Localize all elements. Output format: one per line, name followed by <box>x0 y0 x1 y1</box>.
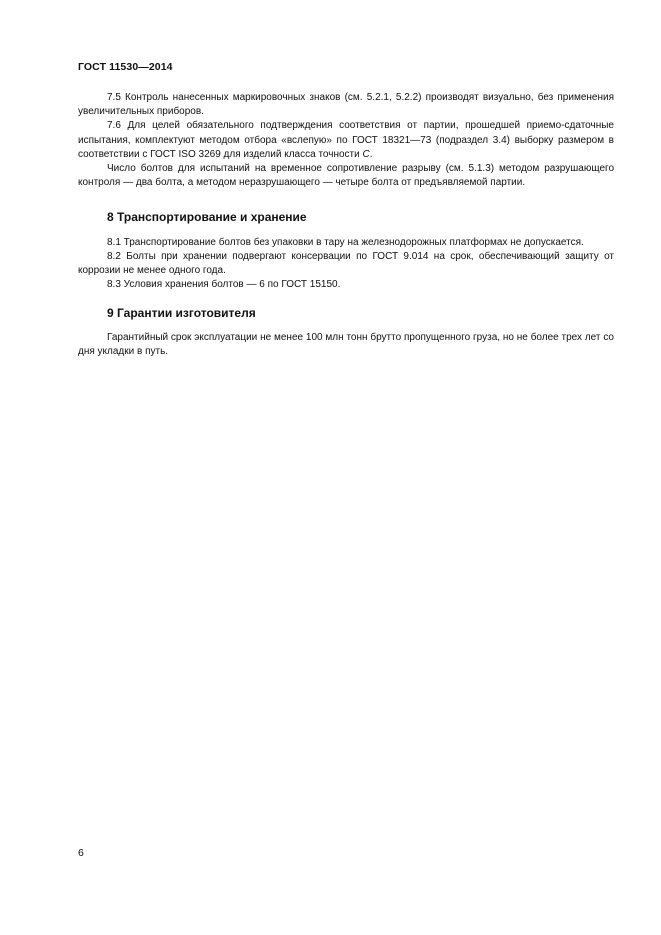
paragraph-7-6-text: 7.6 Для целей обязательного подтверждения соответствия от партии, прошедшей приемо-сдаточные испытания, комплектуют методом отбора «вслепую» по ГОСТ 18321—73 (подраздел 3.4) выборку размером в соответствии с ГОСТ ISO 3269 для изделий класса точности <box>78 120 614 160</box>
paragraph-7-5: 7.5 Контроль нанесенных маркировочных знаков (см. 5.2.1, 5.2.2) производят визуально, без применения увеличительных приборов. <box>78 92 614 118</box>
section-8-title: 8 Транспортирование и хранение <box>107 210 307 225</box>
paragraph-warranty: Гарантийный срок эксплуатации не менее 100 млн тонн брутто пропущенного груза, но не более трех лет со дня укладки в путь. <box>78 331 614 357</box>
paragraph-8-2: 8.2 Болты при хранении подвергают консервации по ГОСТ 9.014 на срок, обеспечивающий защиту от коррозии не менее одного года. <box>78 250 614 277</box>
paragraph-7-6-end: . <box>369 148 373 160</box>
section-9-title: 9 Гарантии изготовителя <box>107 306 256 321</box>
paragraph-bolt-count: Число болтов для испытаний на временное сопротивление разрыву (см. 5.1.3) методом разрушающего контроля — два болта, а методом неразрушающего — четыре болта от предъявляемой партии. <box>78 163 614 189</box>
document-body <box>78 91 614 359</box>
document-header: ГОСТ 11530—2014 <box>78 61 173 73</box>
accuracy-class: C <box>362 148 370 160</box>
paragraph-8-1: 8.1 Транспортирование болтов без упаковки в тару на железнодорожных платформах не допускается. <box>107 236 584 248</box>
paragraph-7-6 <box>78 119 614 162</box>
page-number: 6 <box>78 847 84 859</box>
paragraph-8-3: 8.3 Условия хранения болтов — 6 по ГОСТ 15150. <box>107 279 341 291</box>
